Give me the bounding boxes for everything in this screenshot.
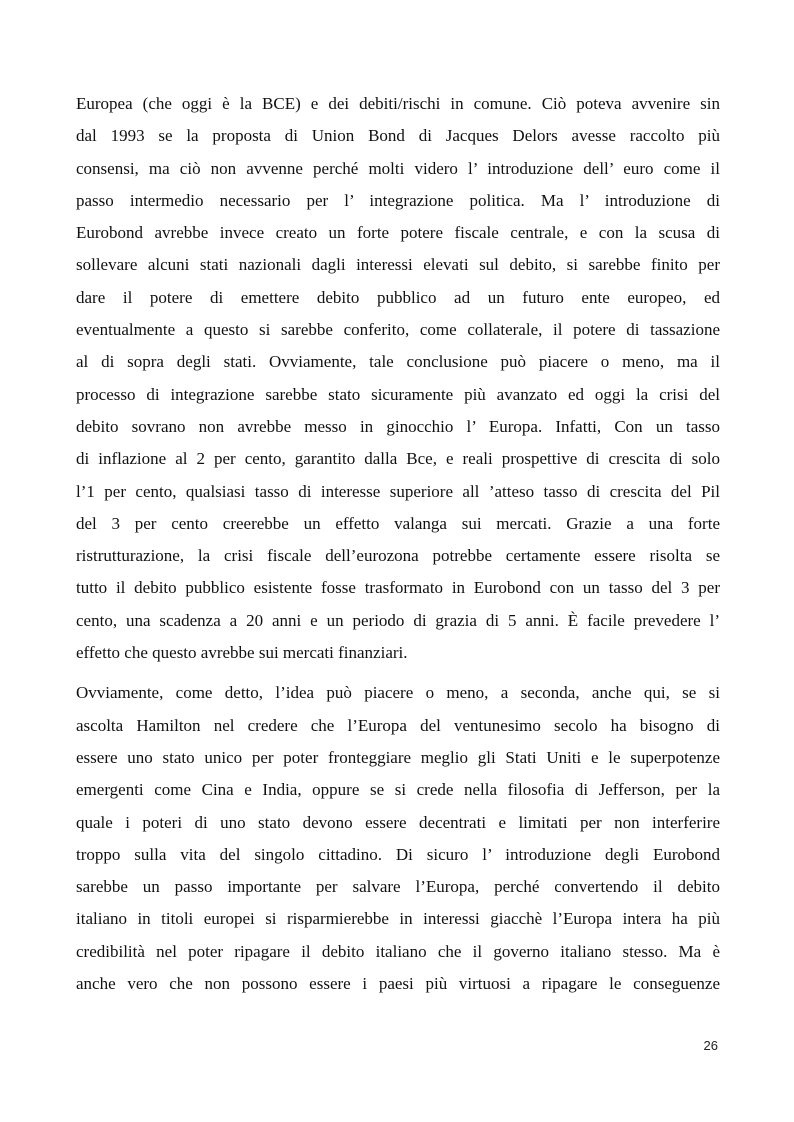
text-line: quale i poteri di uno stato devono essere decentrati e limitati per non interferire	[76, 812, 720, 832]
text-line: essere uno stato unico per poter fronteggiare meglio gli Stati Uniti e le superpotenze	[76, 747, 720, 767]
text-line: eventualmente a questo si sarebbe conferito, come collaterale, il potere di tassazione	[76, 320, 720, 340]
text-line: ristrutturazione, la crisi fiscale dell’eurozona potrebbe certamente essere risolta se	[76, 546, 720, 566]
paragraph-2	[76, 677, 720, 1000]
text-line: ascolta Hamilton nel credere che l’Europa del ventunesimo secolo ha bisogno di	[76, 715, 720, 735]
text-line: debito sovrano non avrebbe messo in ginocchio l’ Europa. Infatti, Con un tasso	[76, 416, 720, 436]
text-line: passo intermedio necessario per l’ integrazione politica. Ma l’ introduzione di	[76, 190, 720, 210]
text-line: sollevare alcuni stati nazionali dagli interessi elevati sul debito, si sarebbe finito per	[76, 255, 720, 275]
text-line: emergenti come Cina e India, oppure se si crede nella filosofia di Jefferson, per la	[76, 780, 720, 800]
paragraph-gap	[76, 669, 720, 677]
text-line: del 3 per cento creerebbe un effetto valanga sui mercati. Grazie a una forte	[76, 513, 720, 533]
text-line: sarebbe un passo importante per salvare l’Europa, perché convertendo il debito	[76, 877, 720, 897]
text-line: Eurobond avrebbe invece creato un forte potere fiscale centrale, e con la scusa di	[76, 223, 720, 243]
text-line: di inflazione al 2 per cento, garantito dalla Bce, e reali prospettive di crescita di solo	[76, 449, 720, 469]
text-line: credibilità nel poter ripagare il debito italiano che il governo italiano stesso. Ma è	[76, 941, 720, 961]
text-line: Europea (che oggi è la BCE) e dei debiti/rischi in comune. Ciò poteva avvenire sin	[76, 94, 720, 113]
paragraph-1	[76, 88, 720, 669]
text-line: effetto che questo avrebbe sui mercati finanziari.	[76, 643, 408, 663]
text-line: anche vero che non possono essere i paesi più virtuosi a ripagare le conseguenze	[76, 974, 720, 994]
text-line: al di sopra degli stati. Ovviamente, tale conclusione può piacere o meno, ma il	[76, 352, 720, 372]
text-line: processo di integrazione sarebbe stato sicuramente più avanzato ed oggi la crisi del	[76, 384, 720, 404]
document-body	[76, 88, 720, 1000]
text-line: italiano in titoli europei si risparmierebbe in interessi giacchè l’Europa intera ha più	[76, 909, 720, 929]
text-line: l’1 per cento, qualsiasi tasso di interesse superiore all ’atteso tasso di crescita del Pil	[76, 481, 720, 501]
text-line: dal 1993 se la proposta di Union Bond di Jacques Delors avesse raccolto più	[76, 126, 720, 146]
page-number: 26	[703, 1038, 718, 1053]
text-line: dare il potere di emettere debito pubblico ad un futuro ente europeo, ed	[76, 287, 720, 307]
text-line: consensi, ma ciò non avvenne perché molti videro l’ introduzione dell’ euro come il	[76, 158, 720, 178]
text-line: troppo sulla vita del singolo cittadino. Di sicuro l’ introduzione degli Eurobond	[76, 844, 720, 864]
text-line: Ovviamente, come detto, l’idea può piacere o meno, a seconda, anche qui, se si	[76, 683, 720, 703]
text-line: cento, una scadenza a 20 anni e un periodo di grazia di 5 anni. È facile prevedere l’	[76, 610, 720, 630]
text-line: tutto il debito pubblico esistente fosse trasformato in Eurobond con un tasso del 3 per	[76, 578, 720, 598]
